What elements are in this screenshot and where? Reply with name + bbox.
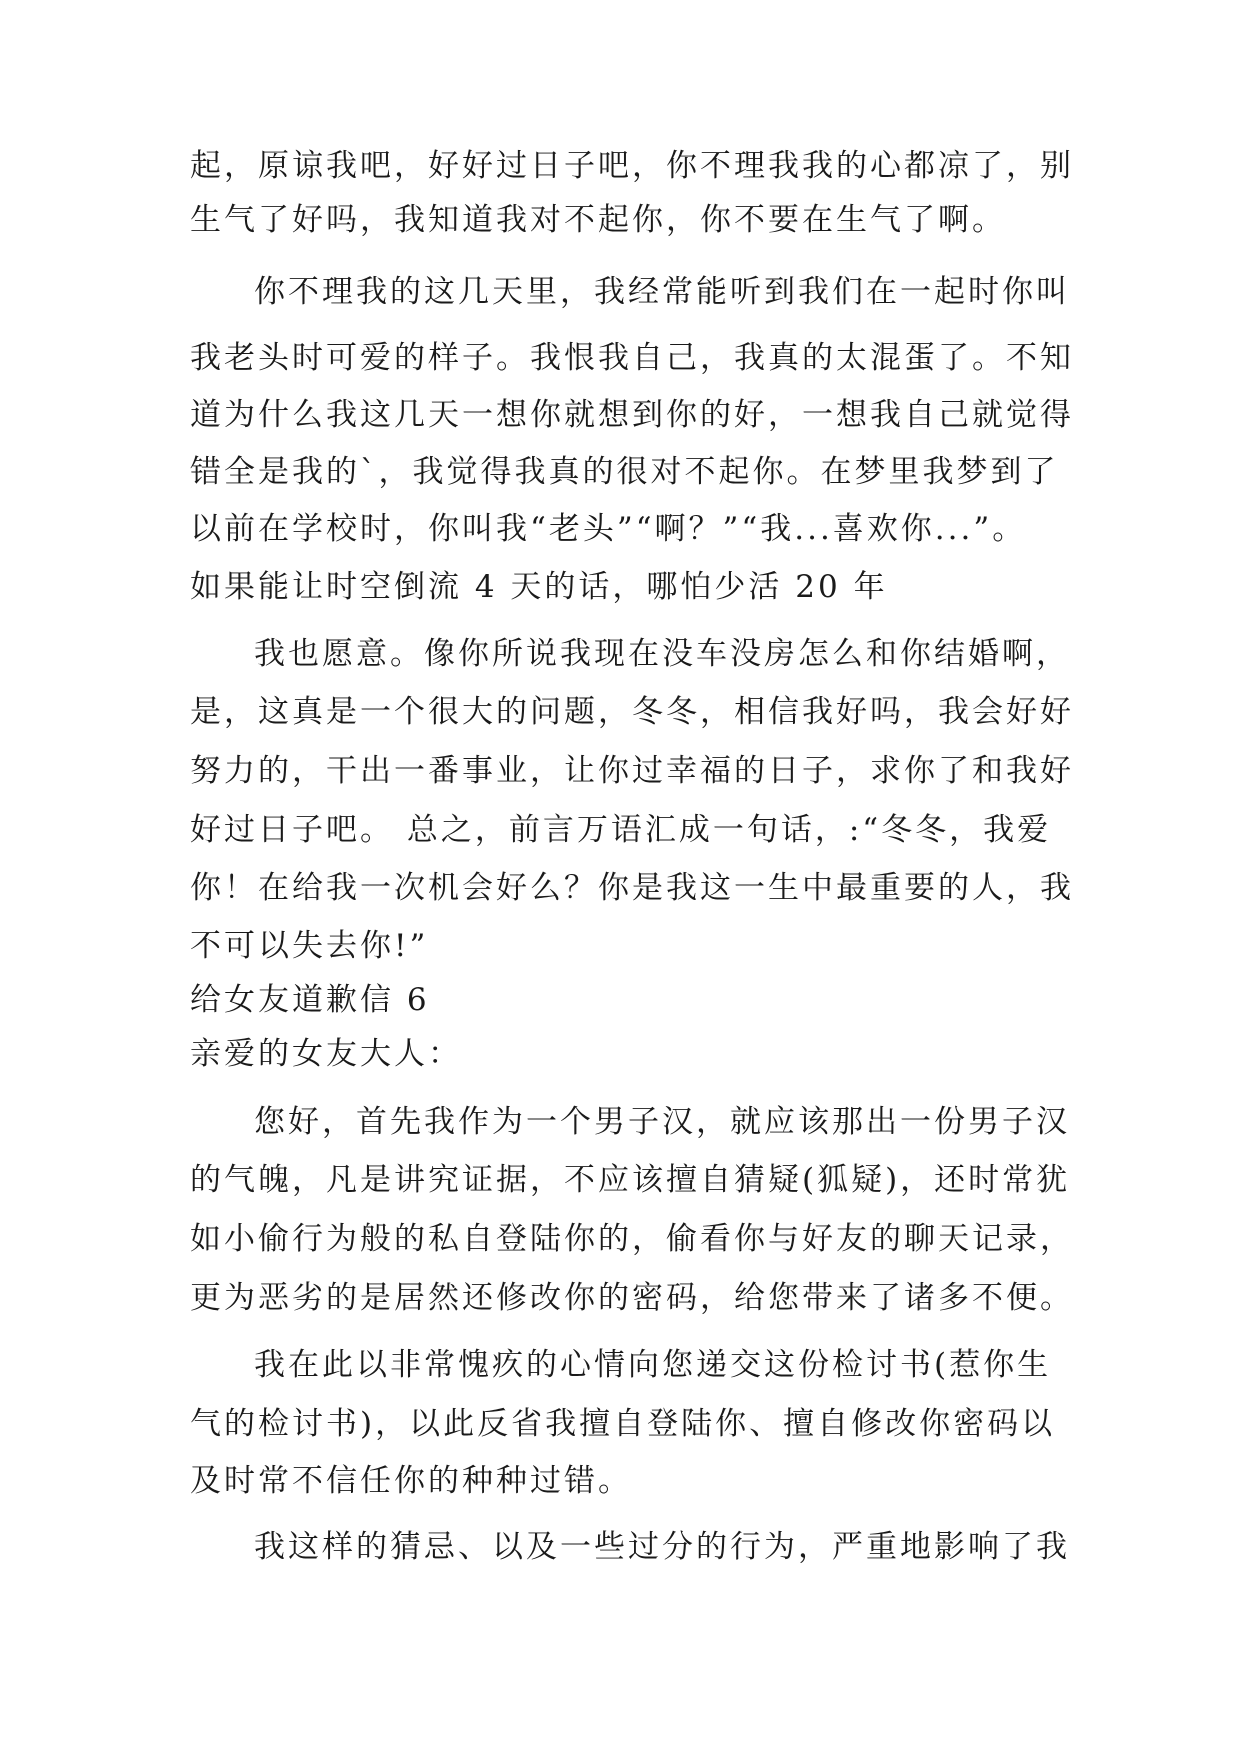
text-line: 生气了好吗，我知道我对不起你，你不要在生气了啊。 bbox=[190, 202, 1006, 238]
text-line: 及时常不信任你的种种过错。 bbox=[190, 1463, 632, 1499]
paragraph-first-line: 你不理我的这几天里，我经常能听到我们在一起时你叫 bbox=[254, 274, 1070, 310]
text-line: 好过日子吧。 总之，前言万语汇成一句话，:“冬冬，我爱 bbox=[190, 812, 1052, 848]
paragraph-first-line: 我这样的猜忌、以及一些过分的行为，严重地影响了我 bbox=[254, 1529, 1070, 1565]
text-line: 如小偷行为般的私自登陆你的，偷看你与好友的聊天记录， bbox=[190, 1221, 1074, 1257]
paragraph-first-line: 我在此以非常愧疚的心情向您递交这份检讨书(惹你生 bbox=[254, 1347, 1052, 1383]
text-line: 的气魄，凡是讲究证据，不应该擅自猜疑(狐疑)，还时常犹 bbox=[190, 1162, 1071, 1198]
text-line: 我老头时可爱的样子。我恨我自己，我真的太混蛋了。不知 bbox=[190, 340, 1074, 376]
paragraph-first-line: 您好，首先我作为一个男子汉，就应该那出一份男子汉 bbox=[254, 1104, 1070, 1140]
text-line: 道为什么我这几天一想你就想到你的好，一想我自己就觉得 bbox=[190, 397, 1074, 433]
paragraph-first-line: 我也愿意。像你所说我现在没车没房怎么和你结婚啊， bbox=[254, 636, 1070, 672]
text-line: 更为恶劣的是居然还修改你的密码，给您带来了诸多不便。 bbox=[190, 1280, 1074, 1316]
section-heading: 给女友道歉信 6 bbox=[190, 982, 430, 1018]
text-line: 错全是我的`，我觉得我真的很对不起你。在梦里我梦到了 bbox=[190, 454, 1059, 490]
text-line: 起，原谅我吧，好好过日子吧，你不理我我的心都凉了，别 bbox=[190, 148, 1074, 184]
text-line: 以前在学校时，你叫我“老头”“啊？”“我...喜欢你...”。 bbox=[190, 511, 1027, 547]
text-line: 如果能让时空倒流 4 天的话，哪怕少活 20 年 bbox=[190, 569, 888, 605]
text-line: 不可以失去你!” bbox=[190, 928, 429, 964]
text-line: 气的检讨书)，以此反省我擅自登陆你、擅自修改你密码以 bbox=[190, 1406, 1056, 1442]
salutation: 亲爱的女友大人： bbox=[190, 1036, 462, 1072]
text-line: 努力的，干出一番事业，让你过幸福的日子，求你了和我好 bbox=[190, 753, 1074, 789]
text-line: 你！在给我一次机会好么？你是我这一生中最重要的人，我 bbox=[190, 870, 1074, 906]
text-line: 是，这真是一个很大的问题，冬冬，相信我好吗，我会好好 bbox=[190, 694, 1074, 730]
